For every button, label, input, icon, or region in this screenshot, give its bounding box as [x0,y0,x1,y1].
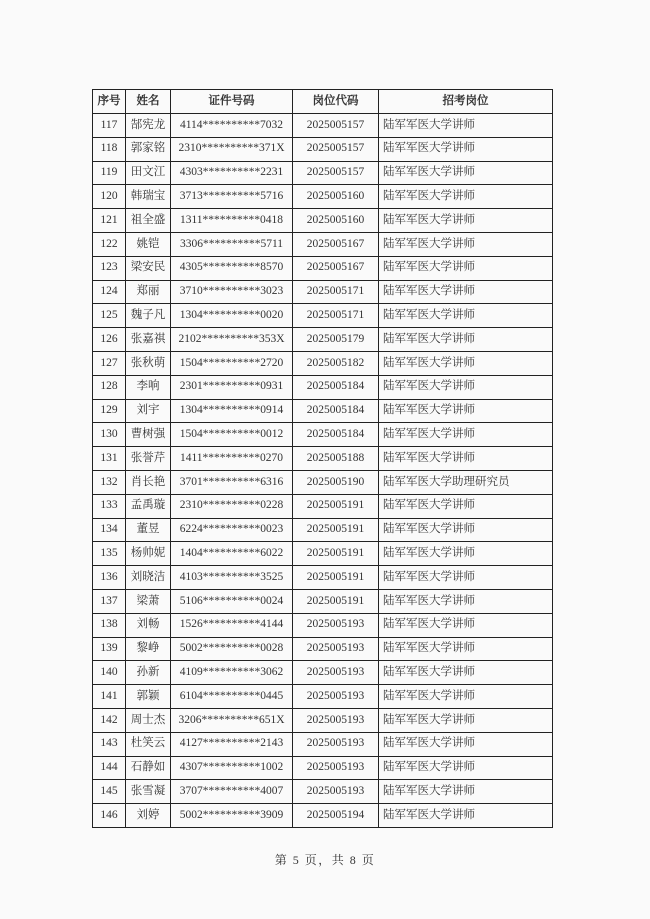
cell-serial-number: 118 [93,137,126,161]
cell-recruitment-position: 陆军军医大学讲师 [379,161,553,185]
cell-name: 刘婷 [126,804,171,828]
cell-recruitment-position: 陆军军医大学讲师 [379,589,553,613]
cell-position-code: 2025005188 [293,447,379,471]
cell-name: 曹树强 [126,423,171,447]
table-row [93,780,553,804]
cell-id-number: 4305**********8570 [171,256,293,280]
cell-recruitment-position: 陆军军医大学讲师 [379,351,553,375]
cell-position-code: 2025005171 [293,304,379,328]
table-row [93,542,553,566]
cell-serial-number: 127 [93,351,126,375]
cell-serial-number: 126 [93,328,126,352]
cell-name: 张誉芹 [126,447,171,471]
cell-recruitment-position: 陆军军医大学讲师 [379,661,553,685]
cell-recruitment-position: 陆军军医大学讲师 [379,613,553,637]
cell-id-number: 3306**********5711 [171,232,293,256]
cell-position-code: 2025005179 [293,328,379,352]
table-row [93,280,553,304]
cell-recruitment-position: 陆军军医大学讲师 [379,566,553,590]
table-row [93,423,553,447]
cell-recruitment-position: 陆军军医大学讲师 [379,399,553,423]
cell-id-number: 6104**********0445 [171,685,293,709]
cell-name: 周士杰 [126,708,171,732]
cell-id-number: 3701**********6316 [171,470,293,494]
cell-recruitment-position: 陆军军医大学讲师 [379,209,553,233]
cell-recruitment-position: 陆军军医大学讲师 [379,780,553,804]
cell-id-number: 1504**********2720 [171,351,293,375]
cell-serial-number: 137 [93,589,126,613]
cell-position-code: 2025005157 [293,114,379,138]
cell-recruitment-position: 陆军军医大学讲师 [379,304,553,328]
cell-name: 郑丽 [126,280,171,304]
table-row [93,685,553,709]
cell-name: 张嘉祺 [126,328,171,352]
cell-id-number: 1526**********4144 [171,613,293,637]
header-name: 姓名 [126,90,171,114]
table-row [93,566,553,590]
cell-serial-number: 129 [93,399,126,423]
table-row [93,708,553,732]
header-position-code: 岗位代码 [293,90,379,114]
cell-recruitment-position: 陆军军医大学讲师 [379,708,553,732]
page-number-indicator: 第 5 页，共 8 页 [274,853,376,867]
cell-name: 郭家铭 [126,137,171,161]
cell-serial-number: 142 [93,708,126,732]
cell-serial-number: 144 [93,756,126,780]
cell-name: 石静如 [126,756,171,780]
cell-serial-number: 132 [93,470,126,494]
cell-serial-number: 134 [93,518,126,542]
cell-position-code: 2025005193 [293,756,379,780]
cell-serial-number: 135 [93,542,126,566]
cell-position-code: 2025005157 [293,161,379,185]
cell-id-number: 5106**********0024 [171,589,293,613]
cell-id-number: 3206**********651X [171,708,293,732]
cell-recruitment-position: 陆军军医大学讲师 [379,185,553,209]
table-row [93,518,553,542]
applicants-table [92,89,553,828]
cell-serial-number: 141 [93,685,126,709]
cell-position-code: 2025005193 [293,685,379,709]
cell-id-number: 4103**********3525 [171,566,293,590]
table-row [93,494,553,518]
cell-id-number: 2102**********353X [171,328,293,352]
cell-name: 肖长艳 [126,470,171,494]
table-row [93,589,553,613]
cell-serial-number: 124 [93,280,126,304]
cell-name: 李响 [126,375,171,399]
cell-serial-number: 123 [93,256,126,280]
cell-recruitment-position: 陆军军医大学讲师 [379,375,553,399]
cell-id-number: 5002**********0028 [171,637,293,661]
cell-id-number: 4303**********2231 [171,161,293,185]
table-row [93,375,553,399]
cell-id-number: 1304**********0020 [171,304,293,328]
cell-serial-number: 136 [93,566,126,590]
cell-id-number: 4109**********3062 [171,661,293,685]
cell-name: 田文江 [126,161,171,185]
cell-position-code: 2025005191 [293,566,379,590]
cell-id-number: 1311**********0418 [171,209,293,233]
cell-recruitment-position: 陆军军医大学讲师 [379,423,553,447]
table-row [93,399,553,423]
table-row [93,804,553,828]
cell-position-code: 2025005160 [293,209,379,233]
cell-id-number: 5002**********3909 [171,804,293,828]
table-row [93,351,553,375]
cell-id-number: 4127**********2143 [171,732,293,756]
cell-name: 孙新 [126,661,171,685]
cell-position-code: 2025005184 [293,423,379,447]
cell-recruitment-position: 陆军军医大学讲师 [379,518,553,542]
cell-position-code: 2025005193 [293,708,379,732]
cell-name: 孟禹璇 [126,494,171,518]
cell-recruitment-position: 陆军军医大学讲师 [379,756,553,780]
cell-position-code: 2025005167 [293,256,379,280]
cell-name: 姚铠 [126,232,171,256]
cell-id-number: 1504**********0012 [171,423,293,447]
table-row [93,256,553,280]
cell-serial-number: 131 [93,447,126,471]
cell-serial-number: 139 [93,637,126,661]
cell-id-number: 2301**********0931 [171,375,293,399]
cell-id-number: 2310**********371X [171,137,293,161]
cell-id-number: 1304**********0914 [171,399,293,423]
cell-position-code: 2025005193 [293,732,379,756]
cell-name: 梁萧 [126,589,171,613]
cell-id-number: 6224**********0023 [171,518,293,542]
cell-recruitment-position: 陆军军医大学讲师 [379,280,553,304]
cell-recruitment-position: 陆军军医大学讲师 [379,232,553,256]
cell-name: 郜宪龙 [126,114,171,138]
cell-position-code: 2025005191 [293,518,379,542]
cell-position-code: 2025005184 [293,375,379,399]
cell-position-code: 2025005184 [293,399,379,423]
cell-id-number: 3710**********3023 [171,280,293,304]
cell-id-number: 4114**********7032 [171,114,293,138]
cell-position-code: 2025005193 [293,613,379,637]
table-row [93,114,553,138]
cell-name: 杨帅妮 [126,542,171,566]
cell-position-code: 2025005193 [293,780,379,804]
cell-name: 黎峥 [126,637,171,661]
cell-serial-number: 125 [93,304,126,328]
cell-serial-number: 133 [93,494,126,518]
header-serial-number: 序号 [93,90,126,114]
table-row [93,137,553,161]
table-row [93,732,553,756]
cell-position-code: 2025005191 [293,494,379,518]
cell-serial-number: 130 [93,423,126,447]
header-recruitment-position: 招考岗位 [379,90,553,114]
cell-position-code: 2025005194 [293,804,379,828]
table-row [93,637,553,661]
cell-position-code: 2025005193 [293,661,379,685]
cell-id-number: 4307**********1002 [171,756,293,780]
table-header-row [93,90,553,114]
cell-name: 董昱 [126,518,171,542]
cell-position-code: 2025005191 [293,542,379,566]
cell-name: 刘畅 [126,613,171,637]
cell-serial-number: 120 [93,185,126,209]
cell-serial-number: 117 [93,114,126,138]
cell-recruitment-position: 陆军军医大学讲师 [379,114,553,138]
cell-recruitment-position: 陆军军医大学讲师 [379,637,553,661]
cell-serial-number: 121 [93,209,126,233]
cell-id-number: 2310**********0228 [171,494,293,518]
cell-serial-number: 138 [93,613,126,637]
cell-id-number: 3713**********5716 [171,185,293,209]
table-row [93,185,553,209]
cell-serial-number: 145 [93,780,126,804]
cell-recruitment-position: 陆军军医大学讲师 [379,494,553,518]
cell-recruitment-position: 陆军军医大学讲师 [379,685,553,709]
cell-name: 祖全盛 [126,209,171,233]
cell-id-number: 1404**********6022 [171,542,293,566]
table-row [93,209,553,233]
cell-position-code: 2025005182 [293,351,379,375]
cell-recruitment-position: 陆军军医大学讲师 [379,542,553,566]
cell-name: 刘宇 [126,399,171,423]
table-row [93,232,553,256]
cell-recruitment-position: 陆军军医大学讲师 [379,732,553,756]
cell-position-code: 2025005167 [293,232,379,256]
cell-name: 张雪凝 [126,780,171,804]
cell-name: 张秋萌 [126,351,171,375]
header-id-number: 证件号码 [171,90,293,114]
cell-serial-number: 122 [93,232,126,256]
cell-serial-number: 128 [93,375,126,399]
cell-id-number: 3707**********4007 [171,780,293,804]
table-row [93,304,553,328]
cell-recruitment-position: 陆军军医大学讲师 [379,447,553,471]
cell-name: 刘晓洁 [126,566,171,590]
cell-position-code: 2025005193 [293,637,379,661]
cell-recruitment-position: 陆军军医大学助理研究员 [379,470,553,494]
cell-name: 杜笑云 [126,732,171,756]
cell-recruitment-position: 陆军军医大学讲师 [379,328,553,352]
cell-serial-number: 140 [93,661,126,685]
cell-position-code: 2025005191 [293,589,379,613]
cell-name: 郭颖 [126,685,171,709]
cell-position-code: 2025005160 [293,185,379,209]
cell-position-code: 2025005157 [293,137,379,161]
cell-recruitment-position: 陆军军医大学讲师 [379,137,553,161]
cell-recruitment-position: 陆军军医大学讲师 [379,256,553,280]
cell-name: 梁安民 [126,256,171,280]
cell-serial-number: 146 [93,804,126,828]
table-row [93,661,553,685]
table-row [93,447,553,471]
table-body [93,114,553,828]
cell-serial-number: 143 [93,732,126,756]
cell-position-code: 2025005171 [293,280,379,304]
table-row [93,613,553,637]
table-row [93,328,553,352]
table-row [93,161,553,185]
cell-id-number: 1411**********0270 [171,447,293,471]
cell-serial-number: 119 [93,161,126,185]
cell-recruitment-position: 陆军军医大学讲师 [379,804,553,828]
cell-name: 魏子凡 [126,304,171,328]
cell-name: 韩瑞宝 [126,185,171,209]
cell-position-code: 2025005190 [293,470,379,494]
table-row [93,470,553,494]
table-row [93,756,553,780]
